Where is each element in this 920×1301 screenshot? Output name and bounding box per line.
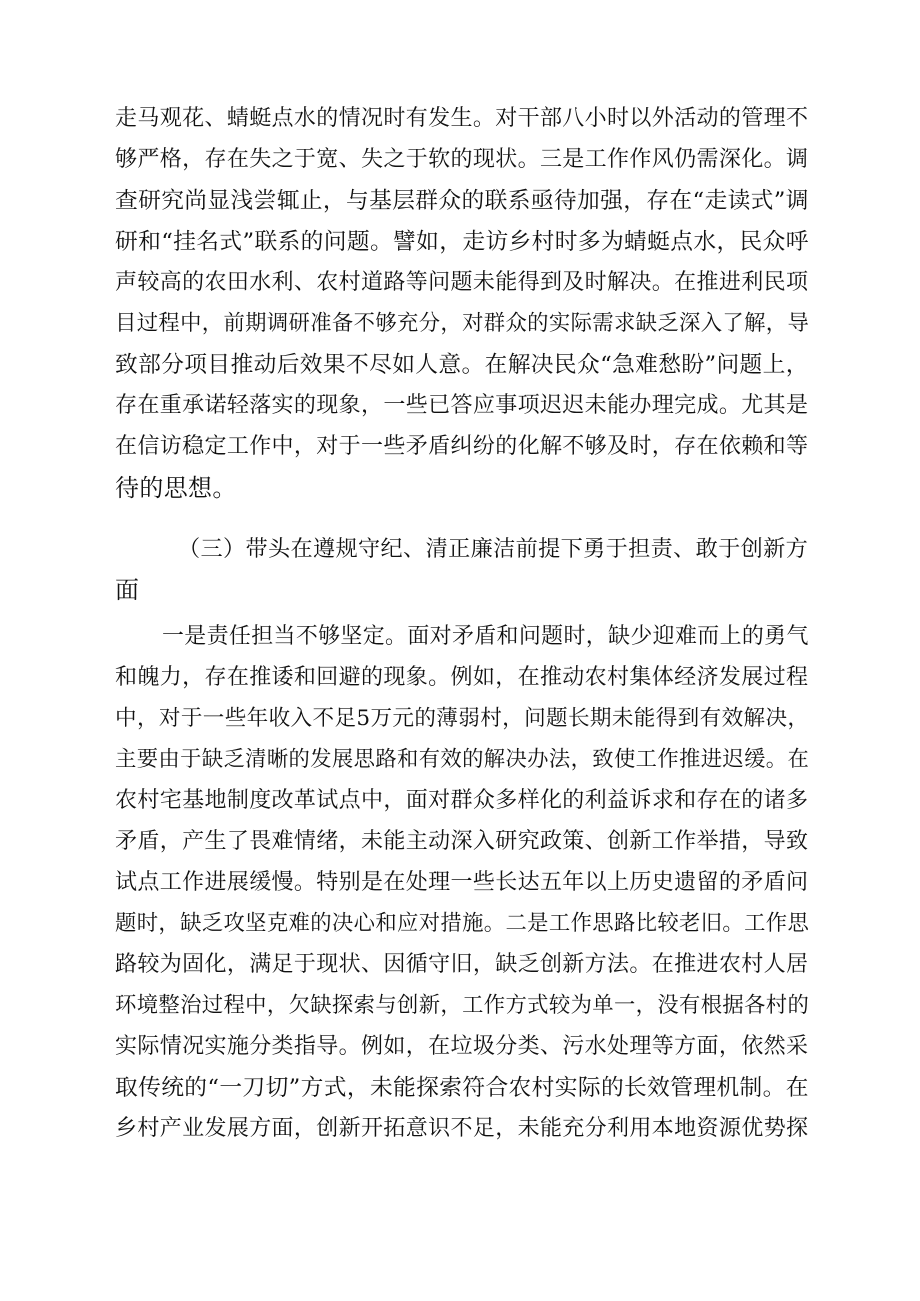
text-line: 研和“挂名式”联系的问题。譬如，走访乡村时多为蜻蜓点水，民众呼 [115, 229, 809, 255]
text-line: 取传统的“一刀切”方式，未能探索符合农村实际的长效管理机制。在 [115, 1075, 809, 1101]
text-line: 查研究尚显浅尝辄止，与基层群众的联系亟待加强，存在“走读式”调 [115, 188, 809, 214]
text-line: 存在重承诺轻落实的现象，一些已答应事项迟迟未能办理完成。尤其是 [115, 393, 809, 418]
text-line: 走马观花、蜻蜓点水的情况时有发生。对干部八小时以外活动的管理不 [115, 106, 809, 131]
text-line: 题时，缺乏攻坚克难的决心和应对措施。二是工作思路比较老旧。工作思 [115, 911, 810, 936]
text-line: 试点工作进展缓慢。特别是在处理一些长达五年以上历史遗留的矛盾问 [115, 870, 809, 895]
text-line: 在信访稳定工作中，对于一些矛盾纠纷的化解不够及时，存在依赖和等 [115, 434, 809, 459]
text-line: 目过程中，前期调研准备不够充分，对群众的实际需求缺乏深入了解，导 [115, 311, 810, 336]
text-line: 实际情况实施分类指导。例如，在垃圾分类、污水处理等方面，依然采 [115, 1034, 809, 1059]
text-line: 乡村产业发展方面，创新开拓意识不足，未能充分利用本地资源优势探 [115, 1116, 809, 1141]
text-line: 主要由于缺乏清晰的发展思路和有效的解决办法，致使工作推进迟缓。在 [115, 747, 810, 772]
text-line: 待的思想。 [115, 474, 237, 502]
text-line: 声较高的农田水利、农村道路等问题未能得到及时解决。在推进利民项 [115, 270, 809, 295]
text-line: 环境整治过程中，欠缺探索与创新，工作方式较为单一，没有根据各村的 [115, 993, 810, 1018]
text-line: 中，对于一些年收入不足5万元的薄弱村，问题长期未能得到有效解决， [115, 706, 810, 731]
heading-line: 面 [115, 576, 140, 604]
text-line: 一是责任担当不够坚定。面对矛盾和问题时，缺少迎难而上的勇气 [162, 624, 809, 649]
text-line: 致部分项目推动后效果不尽如人意。在解决民众“急难愁盼”问题上， [115, 352, 809, 378]
text-line: 够严格，存在失之于宽、失之于软的现状。三是工作作风仍需深化。调 [115, 147, 809, 172]
heading-line: （三）带头在遵规守纪、清正廉洁前提下勇于担责、敢于创新方 [178, 536, 809, 562]
text-line: 农村宅基地制度改革试点中，面对群众多样化的利益诉求和存在的诸多 [115, 788, 809, 813]
text-line: 路较为固化，满足于现状、因循守旧，缺乏创新方法。在推进农村人居 [115, 952, 809, 977]
text-line: 矛盾，产生了畏难情绪，未能主动深入研究政策、创新工作举措，导致 [115, 829, 809, 854]
text-line: 和魄力，存在推诿和回避的现象。例如，在推动农村集体经济发展过程 [115, 665, 809, 690]
